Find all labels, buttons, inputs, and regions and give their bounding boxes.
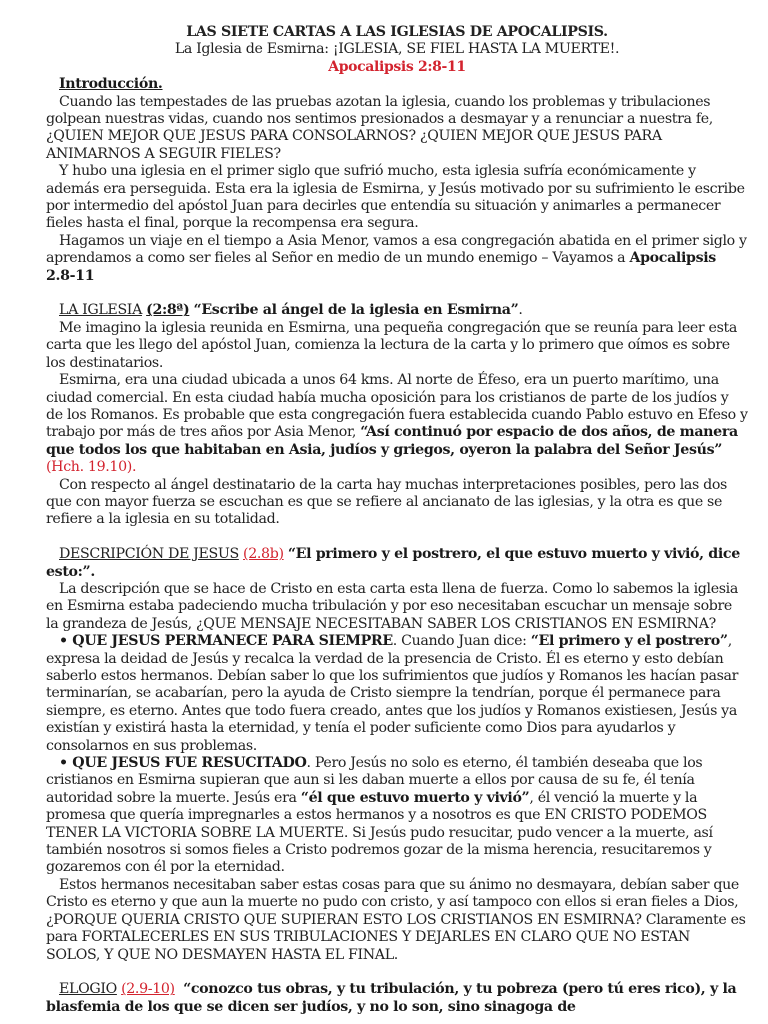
- elogio-quote: “conozco tus obras, y tu tribulación, y tu pobreza (pero tú eres rico), y la blasfemia de los que se dicen ser judíos, y no lo son, sino sinagoga de: [46, 981, 737, 1015]
- elogio-heading: ELOGIO: [59, 981, 117, 998]
- intro-paragraph-1: Cuando las tempestades de las pruebas azotan la iglesia, cuando los problemas y tribulaciones golpean nuestras vidas, cuando nos sentimos presionados a desmayar y a renunciar a nuestra fe, ¿QUIEN MEJOR QUE JESUS PARA CONSOLARNOS? ¿QUIEN MEJOR QUE JESUS PARA ANIMARNOS A SEGUIR FIELES?: [46, 93, 713, 162]
- bullet-1-heading: • QUE JESUS PERMANECE PARA SIEMPRE: [59, 633, 393, 650]
- descripcion-bullet-2: [46, 755, 748, 877]
- iglesia-heading-line: [46, 302, 748, 319]
- elogio-heading-line: [46, 981, 748, 1016]
- spacer: [46, 964, 748, 981]
- iglesia-hechos-ref: (Hch. 19.10).: [46, 459, 137, 476]
- document-title: LAS SIETE CARTAS A LAS IGLESIAS DE APOCALIPSIS.: [186, 24, 608, 40]
- descripcion-heading-line: [46, 546, 748, 581]
- intro-paragraph-3-text: Hagamos un viaje en el tiempo a Asia Menor, vamos a esa congregación abatida en el primer siglo y aprendamos a como ser fieles al Señor en medio de un mundo enemigo – Vayamos a: [46, 232, 747, 267]
- bullet-2-text-a: . Pero Jesús no solo es eterno, él también deseaba que los cristianos en Esmirna supieran que aun si les daban muerte a ellos por causa de su fe, él tenía autoridad sobre la muerte. Jesús era: [46, 755, 703, 806]
- iglesia-paragraph-2: [46, 372, 748, 476]
- intro-paragraph-2: Y hubo una iglesia en el primer siglo que sufrió mucho, esta iglesia sufría económicamente y además era perseguida. Esta era la iglesia de Esmirna, y Jesús motivado por su sufrimiento le escribe por intermedio del apóstol Juan para decirles que entendía su situación y animarles a permanecer fieles hasta el final, porque la recompensa era segura.: [46, 163, 745, 232]
- spacer: [46, 285, 748, 302]
- iglesia-paragraph-3: Con respecto al ángel destinatario de la carta hay muchas interpretaciones posibles, pero las dos que con mayor fuerza se escuchan es que se refiere al ancianato de las iglesias, y la otra es que se refiere a la iglesia en su totalidad.: [46, 476, 727, 528]
- descripcion-ref: (2.8b): [243, 546, 284, 563]
- descripcion-quote: “El primero y el postrero, el que estuvo muerto y vivió, dice esto:”.: [46, 546, 740, 580]
- iglesia-ref: (2:8ª): [146, 302, 190, 319]
- bullet-1-quote: “El primero y el postrero”: [530, 633, 728, 650]
- descripcion-paragraph-final: Estos hermanos necesitaban saber estas cosas para que su ánimo no desmayara, debían saber que Cristo es eterno y que aun la muerte no pudo con cristo, y así tampoco con ellos si eran fieles a Dios, ¿PORQUE QUERIA CRISTO QUE SUPIERAN ESTO LOS CRISTIANOS EN ESMIRNA? Claramente es para FORTALECERLES EN SUS TRIBULACIONES Y DEJARLES EN CLARO QUE NO ESTAN SOLOS, Y QUE NO DESMAYEN HASTA EL FINAL.: [46, 876, 746, 963]
- descripcion-paragraph-1: La descripción que se hace de Cristo en esta carta esta llena de fuerza. Como lo sabemos la iglesia en Esmirna estaba padeciendo mucha tribulación y por eso necesitaban escuchar un mensaje sobre la grandeza de Jesús, ¿QUE MENSAJE NECESITABAN SABER LOS CRISTIANOS EN ESMIRNA?: [46, 580, 738, 632]
- iglesia-paragraph-1: Me imagino la iglesia reunida en Esmirna, una pequeña congregación que se reunía para leer esta carta que les llego del apóstol Juan, comienza la lectura de la carta y lo primero que oímos es sobre los destinatarios.: [46, 319, 737, 371]
- iglesia-hechos-quote: “Así continuó por espacio de dos años, de manera que todos los que habitaban en Asia, judíos y griegos, oyeron la palabra del Señor Jesús”: [46, 424, 738, 458]
- intro-scripture-ref: Apocalipsis 2.8-11: [46, 250, 716, 284]
- elogio-ref: (2.9-10): [121, 981, 175, 998]
- document-content: [46, 22, 748, 1016]
- bullet-1-text-b: , expresa la deidad de Jesús y recalca la verdad de la presencia de Cristo. Él es eterno y esto debían saberlo estos hermanos. Debían saber lo que los sufrimientos que judíos y Romanos les hacían pasar terminarían, se acabarían, pero la ayuda de Cristo siempre la tendrían, porque él permanece para siempre, es eterno. Antes que todo fuera creado, antes que los judíos y Romanos existiesen, Jesús ya existían y existirá hasta la eternidad, y tenía el poder suficiente como Dios para ayudarlos y consolarnos en sus problemas.: [46, 633, 739, 754]
- bullet-1-text-a: . Cuando Juan dice:: [392, 633, 531, 650]
- bullet-2-text-b: , él venció la muerte y la promesa que quería impregnarles a estos hermanos y a nosotros es que EN CRISTO PODEMOS TENER LA VICTORIA SOBRE LA MUERTE. Si Jesús pudo resucitar, pudo vencer a la muerte, así también nosotros si somos fieles a Cristo podremos gozar de la misma herencia, resucitaremos y gozaremos con él por la eternidad.: [46, 789, 713, 876]
- scripture-reference: Apocalipsis 2:8-11: [328, 58, 466, 75]
- bullet-2-heading: • QUE JESUS FUE RESUCITADO: [59, 755, 307, 772]
- intro-heading: Introducción.: [59, 76, 163, 93]
- iglesia-heading: LA IGLESIA: [59, 302, 142, 319]
- document-subtitle: La Iglesia de Esmirna: ¡IGLESIA, SE FIEL HASTA LA MUERTE!.: [174, 41, 620, 58]
- descripcion-bullet-1: [46, 633, 748, 755]
- iglesia-quote-end: .: [518, 302, 523, 319]
- iglesia-paragraph-2-text: Esmirna, era una ciudad ubicada a unos 64 kms. Al norte de Éfeso, era un puerto marítimo, una ciudad comercial. En esta ciudad había mucha oposición para los cristianos de parte de los judíos y de los Romanos. Es probable que esta congregación fuera establecida cuando Pablo estuvo en Efeso y trabajo por más de tres años por Asia Menor,: [46, 372, 748, 441]
- bullet-2-quote: “él que estuvo muerto y vivió”: [300, 789, 530, 806]
- spacer: [46, 529, 748, 546]
- descripcion-heading: DESCRIPCIÓN DE JESUS: [59, 546, 239, 563]
- intro-paragraph-3: [46, 233, 748, 285]
- iglesia-quote: “Escribe al ángel de la iglesia en Esmirna”: [193, 302, 519, 319]
- intro-section: [46, 76, 748, 93]
